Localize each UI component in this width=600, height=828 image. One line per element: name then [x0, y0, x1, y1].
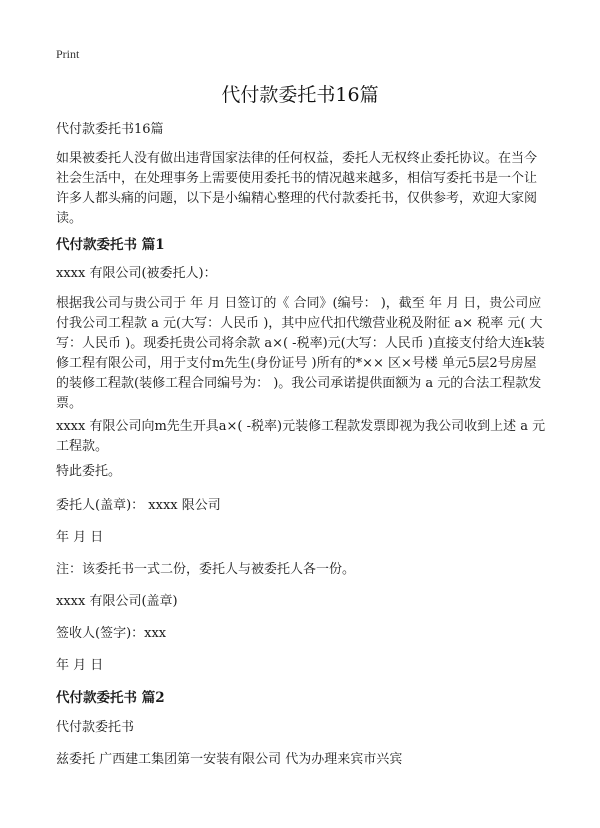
page-title: 代付款委托书16篇 [221, 84, 379, 106]
section1-body1: 根据我公司与贵公司于 年 月 日签订的《 合同》(编号： )，截至 年 月 日，贵公司应付我公司工程款 a 元(大写：人民币 )，其中应代扣代缴营业税及附征 a× 税率 元( 大写：人民币 )。现委托贵公司将余款 a×( -税率)元(大写：人民币 )直接支付给大连k装修工程有限公司，用于支付m先生(身份证号 )所有的*×× 区×号楼 单元5层2号房屋的装修工程款(装修工程合同编号为： )。我公司承诺提供面额为 a 元的合法工程款发票。 [56, 296, 545, 411]
section2-heading: 代付款委托书 篇2 [56, 690, 165, 706]
section2-subheading: 代付款委托书 [56, 720, 135, 735]
section1-note: 注：该委托书一式二份，委托人与被委托人各一份。 [56, 562, 356, 577]
section1-date2: 年 月 日 [56, 658, 104, 673]
print-label: Print [56, 47, 80, 61]
section1-addressee: xxxx 有限公司(被委托人)： [56, 266, 217, 281]
section1-date1: 年 月 日 [56, 530, 104, 545]
intro-paragraph: 如果被委托人没有做出违背国家法律的任何权益，委托人无权终止委托协议。在当今社会生活中，在处理事务上需要使用委托书的情况越来越多，相信写委托书是一个让许多人都头痛的问题，以下是小编精心整理的代付款委托书，仅供参考，欢迎大家阅读。 [56, 151, 538, 226]
section1-receiver: 签收人(签字)：xxx [56, 626, 167, 641]
section2-body: 兹委托 广西建工集团第一安装有限公司 代为办理来宾市兴宾 [56, 752, 403, 767]
section1-body2: xxxx 有限公司向m先生开具a×( -税率)元装修工程款发票即视为我公司收到上述 a 元工程款。 [56, 419, 546, 454]
section1-special: 特此委托。 [56, 464, 122, 479]
section1-heading: 代付款委托书 篇1 [56, 237, 165, 253]
section1-principal: 委托人(盖章)： xxxx 限公司 [56, 498, 221, 513]
section1-seal: xxxx 有限公司(盖章) [56, 594, 178, 609]
intro-heading: 代付款委托书16篇 [56, 122, 164, 137]
